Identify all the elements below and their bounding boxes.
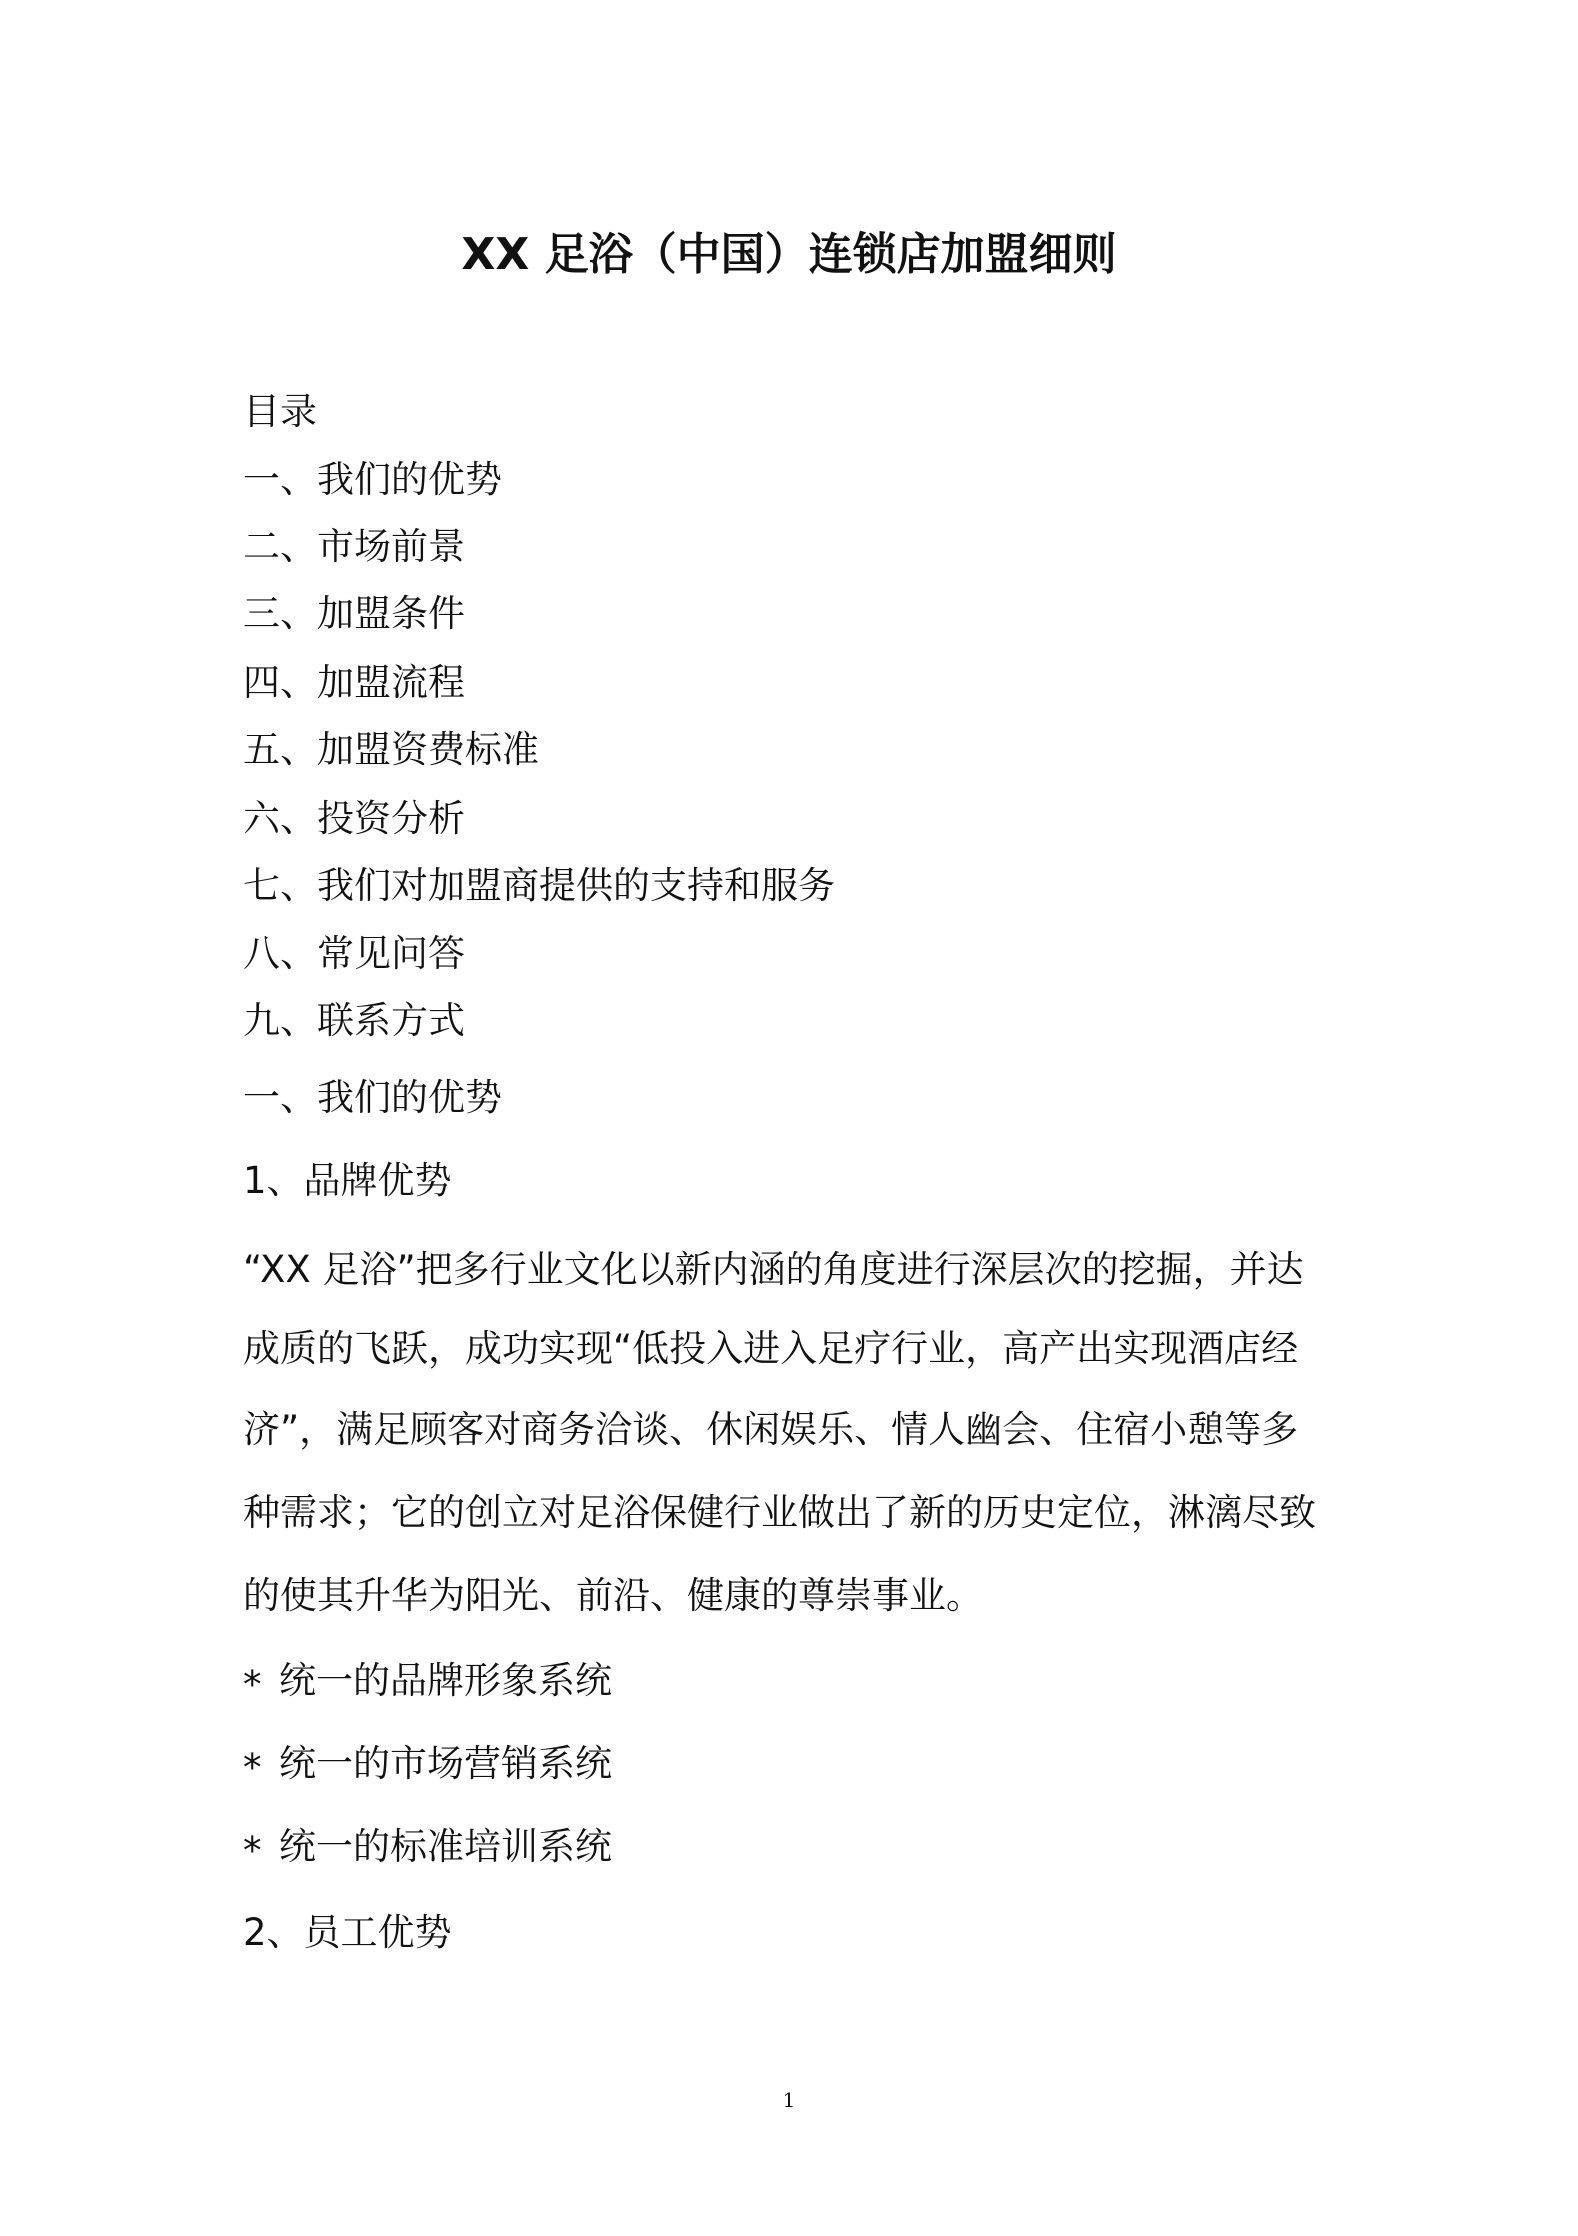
toc-item: 九、联系方式 [243, 999, 465, 1042]
paragraph-line: 济”，满足顾客对商务洽谈、休闲娱乐、情人幽会、住宿小憩等多 [243, 1408, 1299, 1451]
toc-item: 四、加盟流程 [243, 661, 465, 704]
paragraph-line: “XX 足浴”把多行业文化以新内涵的角度进行深层次的挖掘，并达 [243, 1248, 1304, 1291]
document-title: XX 足浴（中国）连锁店加盟细则 [461, 229, 1117, 280]
toc-heading: 目录 [243, 390, 317, 433]
bullet-marker: * [243, 1746, 262, 1789]
toc-item: 六、投资分析 [243, 797, 465, 840]
paragraph-line: 成质的飞跃，成功实现“低投入进入足疗行业，高产出实现酒店经 [243, 1327, 1299, 1370]
toc-item: 一、我们的优势 [243, 458, 502, 501]
toc-item: 五、加盟资费标准 [243, 728, 539, 771]
section-heading: 一、我们的优势 [243, 1076, 502, 1119]
bullet-marker: * [243, 1663, 262, 1706]
toc-item: 八、常见问答 [243, 932, 465, 975]
bullet-marker: * [243, 1829, 262, 1872]
bullet-item: 统一的市场营销系统 [279, 1742, 612, 1785]
toc-item: 二、市场前景 [243, 525, 465, 568]
subsection-heading: 2、员工优势 [243, 1911, 452, 1954]
toc-item: 三、加盟条件 [243, 592, 465, 635]
toc-item: 七、我们对加盟商提供的支持和服务 [243, 864, 835, 907]
subsection-heading: 1、品牌优势 [243, 1159, 452, 1202]
paragraph-line: 种需求；它的创立对足浴保健行业做出了新的历史定位，淋漓尽致 [243, 1491, 1316, 1534]
bullet-item: 统一的标准培训系统 [279, 1825, 612, 1868]
bullet-item: 统一的品牌形象系统 [279, 1659, 612, 1702]
page-number: 1 [782, 2088, 796, 2112]
paragraph-line: 的使其升华为阳光、前沿、健康的尊崇事业。 [243, 1574, 983, 1617]
